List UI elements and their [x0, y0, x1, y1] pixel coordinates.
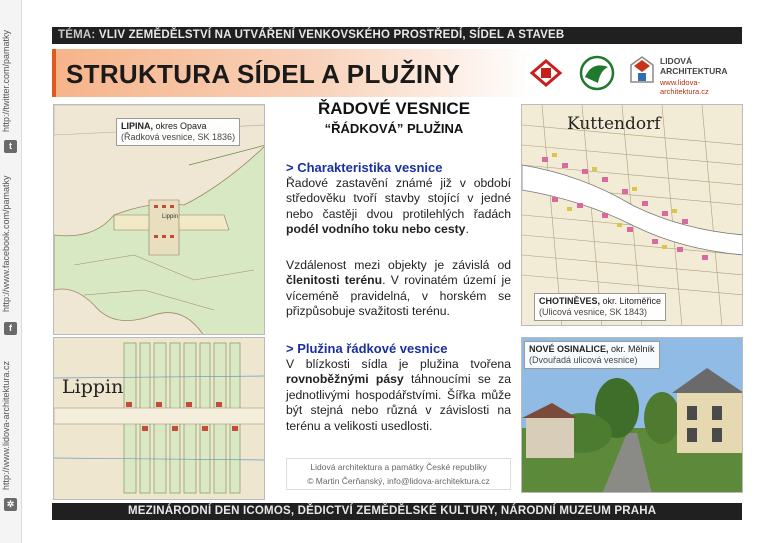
event-bar	[52, 503, 742, 520]
lipina-caption-sub: (Řadková vesnice, SK 1836)	[121, 132, 236, 142]
p3-end: táhnoucími se za jednotlivými hospodářstvími. Šířka může být stejná nebo různá v závislosti na terénu a velikosti usedlosti.	[286, 372, 511, 433]
p3-bold: rovnoběžnými pásy	[286, 372, 404, 387]
twitter-link[interactable]: http://twitter.com/pamatky	[1, 29, 11, 132]
credits-line2: © Martin Čerňanský, info@lidova-architektura.cz	[307, 476, 490, 486]
lipina-caption-name: LIPINA,	[121, 121, 154, 131]
web-icon[interactable]: ✲	[4, 498, 17, 511]
p1-bold: podél vodního toku nebo cesty	[286, 222, 466, 237]
facebook-link[interactable]: http://www.facebook.com/pamatky	[1, 175, 11, 312]
org-name-line2: ARCHITEKTURA	[660, 66, 728, 76]
website-link[interactable]: http://www.lidova-architektura.cz	[1, 360, 11, 490]
chotineves-caption	[534, 293, 666, 321]
lippin-map-title: Lippin	[62, 376, 124, 398]
field-system-heading: > Plužina řádkové vesnice	[286, 341, 448, 356]
p2-bold: členitosti terénu	[286, 273, 383, 288]
lidova-architektura-logo-icon	[629, 55, 655, 85]
topic-text: VLIV ZEMĚDĚLSTVÍ NA UTVÁŘENÍ VENKOVSKÉHO PROSTŘEDÍ, SÍDEL A STAVEB	[98, 29, 565, 41]
chotineves-caption-district: okr. Litoměřice	[600, 296, 662, 306]
org-name	[660, 56, 728, 76]
museum-logo-icon	[578, 55, 616, 91]
social-sidebar	[0, 0, 22, 543]
lippin-map-drawing	[54, 338, 265, 500]
p3-text: V blízkosti sídla je plužina tvořena	[286, 357, 511, 371]
section-heading: ŘADOVÉ VESNICE	[317, 99, 471, 118]
p2-text: Vzdálenost mezi objekty je závislá od	[286, 258, 511, 272]
topic-label: TÉMA:	[58, 29, 96, 41]
org-url[interactable]: www.lidova-architektura.cz	[660, 78, 709, 96]
twitter-icon[interactable]: t	[4, 140, 17, 153]
chotineves-map-image	[521, 104, 743, 326]
event-text: MEZINÁRODNÍ DEN ICOMOS, DĚDICTVÍ ZEMĚDĚLSKÉ KULTURY, NÁRODNÍ MUZEUM PRAHA	[128, 505, 657, 517]
field-system-paragraph	[286, 357, 511, 434]
p1-text: Řadové zastavění známé již v období středověku tvoří stavby stojící v jedné nebo častěji dvou protilehlých řadách	[286, 176, 511, 221]
osinalice-caption-district: okr. Mělník	[608, 344, 655, 354]
characteristics-paragraph-2	[286, 258, 511, 320]
icomos-logo-icon	[526, 58, 566, 88]
credits	[286, 460, 511, 488]
title-band	[52, 49, 742, 97]
lipina-map-label: Lippin	[162, 214, 179, 220]
chotineves-caption-name: CHOTINĚVES,	[539, 296, 601, 306]
topic-bar	[52, 27, 742, 44]
lipina-caption-district: okres Opava	[153, 121, 207, 131]
osinalice-caption-name: NOVÉ OSINALICE,	[529, 344, 609, 354]
chotineves-map-title: Kuttendorf	[567, 114, 661, 134]
lipina-caption	[116, 118, 240, 146]
chotineves-caption-sub: (Ulicová vesnice, SK 1843)	[539, 307, 648, 317]
lippin-map-image	[53, 337, 265, 500]
org-name-line1: LIDOVÁ	[660, 56, 693, 66]
characteristics-heading: > Charakteristika vesnice	[286, 160, 443, 175]
characteristics-paragraph-1	[286, 176, 511, 238]
credits-line1: Lidová architektura a památky České republiky	[310, 462, 487, 472]
osinalice-caption-sub: (Dvouřadá ulicová vesnice)	[529, 355, 638, 365]
page-title: STRUKTURA SÍDEL A PLUŽINY	[66, 59, 461, 89]
section-subheading: “ŘÁDKOVÁ” PLUŽINA	[324, 121, 464, 136]
osinalice-caption	[524, 341, 660, 369]
lipina-map-image	[53, 104, 265, 335]
p1-end: .	[465, 222, 469, 237]
facebook-icon[interactable]: f	[4, 322, 17, 335]
p2-end: . V rovinatém území je víceméně pravidelná, v horském se přizpůsobuje svažitosti terénu.	[286, 273, 511, 319]
osinalice-photo	[521, 337, 743, 493]
